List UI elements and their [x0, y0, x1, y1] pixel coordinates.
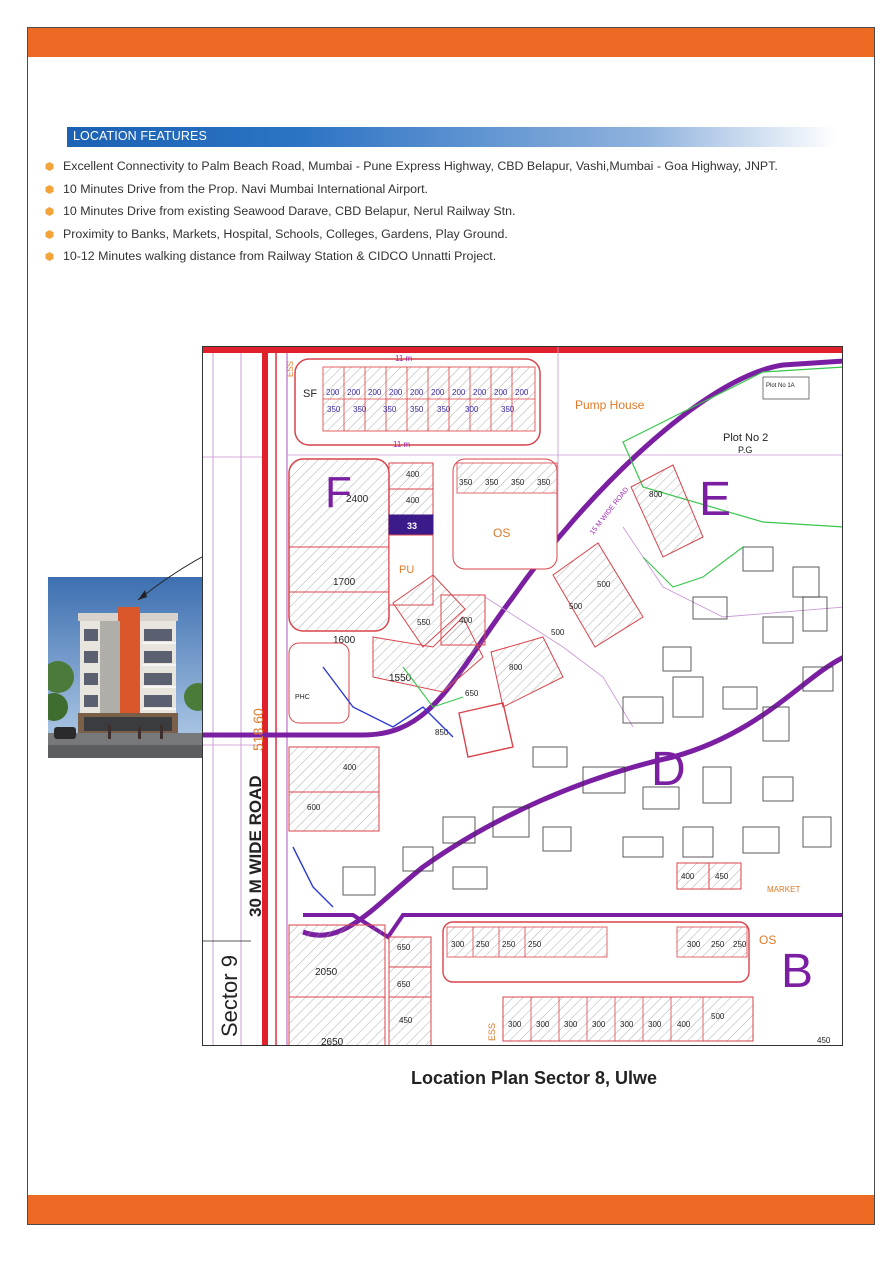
sector-f-label: F — [325, 468, 352, 517]
svg-text:1700: 1700 — [333, 577, 356, 588]
svg-text:200: 200 — [473, 388, 487, 397]
building-photo — [48, 577, 204, 758]
top-orange-band — [28, 28, 874, 57]
bullet-icon — [45, 162, 53, 170]
list-item: 10 Minutes Drive from existing Seawood Darave, CBD Belapur, Nerul Railway Stn. — [45, 204, 778, 227]
section-title: LOCATION FEATURES — [73, 129, 207, 143]
svg-text:450: 450 — [715, 872, 729, 881]
svg-text:PHC: PHC — [295, 694, 310, 701]
svg-text:650: 650 — [397, 980, 411, 989]
sector-d-label: D — [651, 743, 686, 796]
svg-text:500: 500 — [711, 1012, 725, 1021]
svg-text:Plot No 1A: Plot No 1A — [766, 383, 795, 389]
svg-text:500: 500 — [551, 628, 565, 637]
sector-b-label: B — [781, 945, 814, 998]
svg-text:550: 550 — [417, 618, 431, 627]
svg-text:350: 350 — [501, 405, 515, 414]
svg-text:800: 800 — [509, 663, 523, 672]
bullet-icon — [45, 207, 53, 215]
svg-text:300: 300 — [451, 940, 465, 949]
svg-text:P.G: P.G — [738, 445, 753, 455]
svg-text:200: 200 — [347, 388, 361, 397]
svg-text:850: 850 — [435, 728, 449, 737]
svg-text:200: 200 — [431, 388, 445, 397]
svg-text:400: 400 — [459, 616, 473, 625]
svg-text:250: 250 — [502, 940, 516, 949]
svg-text:250: 250 — [711, 940, 725, 949]
svg-text:11 m: 11 m — [393, 440, 411, 449]
svg-text:2050: 2050 — [315, 967, 338, 978]
svg-text:650: 650 — [397, 943, 411, 952]
svg-text:300: 300 — [592, 1020, 606, 1029]
svg-text:250: 250 — [476, 940, 490, 949]
svg-text:800: 800 — [649, 490, 663, 499]
svg-text:500: 500 — [597, 580, 611, 589]
features-list — [45, 159, 778, 272]
map-caption: Location Plan Sector 8, Ulwe — [410, 1068, 658, 1088]
svg-text:400: 400 — [406, 496, 420, 505]
svg-text:ESS: ESS — [487, 1022, 497, 1041]
svg-text:200: 200 — [368, 388, 382, 397]
list-item: 10-12 Minutes walking distance from Railway Station & CIDCO Unnatti Project. — [45, 249, 778, 272]
svg-text:200: 200 — [494, 388, 508, 397]
svg-text:200: 200 — [326, 388, 340, 397]
svg-text:OS: OS — [493, 526, 511, 540]
svg-text:350: 350 — [410, 405, 424, 414]
location-features-header — [67, 127, 837, 147]
pump-house-label: Pump House — [575, 398, 645, 412]
svg-text:MARKET: MARKET — [767, 885, 801, 894]
svg-text:2650: 2650 — [321, 1037, 344, 1046]
svg-text:450: 450 — [399, 1016, 413, 1025]
list-item: Excellent Connectivity to Palm Beach Road, Mumbai - Pune Express Highway, CBD Belapur, Vashi,Mumbai - Goa Highway, JNPT. — [45, 159, 778, 182]
svg-text:300: 300 — [620, 1020, 634, 1029]
list-item: Proximity to Banks, Markets, Hospital, Schools, Colleges, Gardens, Play Ground. — [45, 227, 778, 250]
svg-text:350: 350 — [353, 405, 367, 414]
svg-text:200: 200 — [515, 388, 529, 397]
svg-text:200: 200 — [452, 388, 466, 397]
svg-text:350: 350 — [511, 478, 525, 487]
road-11m-top: 11 m — [395, 354, 413, 363]
svg-text:350: 350 — [383, 405, 397, 414]
svg-text:PU: PU — [399, 564, 415, 576]
sector-9-label: Sector 9 — [217, 955, 242, 1037]
svg-text:300: 300 — [564, 1020, 578, 1029]
svg-text:450: 450 — [817, 1036, 831, 1045]
svg-text:400: 400 — [681, 872, 695, 881]
svg-text:250: 250 — [733, 940, 747, 949]
sf-label: SF — [303, 388, 318, 400]
svg-text:300: 300 — [648, 1020, 662, 1029]
svg-text:300: 300 — [687, 940, 701, 949]
svg-text:350: 350 — [485, 478, 499, 487]
svg-text:400: 400 — [343, 763, 357, 772]
road-30m-label: 30 M WIDE ROAD — [246, 775, 265, 917]
ess-label-top: ESS — [286, 360, 295, 377]
svg-text:400: 400 — [406, 470, 420, 479]
list-item: 10 Minutes Drive from the Prop. Navi Mumbai International Airport. — [45, 182, 778, 205]
svg-text:300: 300 — [536, 1020, 550, 1029]
highlight-plot-33: 33 — [407, 521, 418, 531]
svg-text:350: 350 — [327, 405, 341, 414]
bullet-icon — [45, 230, 53, 238]
location-plan-map — [202, 346, 843, 1046]
svg-text:350: 350 — [459, 478, 473, 487]
svg-text:OS: OS — [759, 933, 777, 947]
svg-text:600: 600 — [307, 803, 321, 812]
svg-text:200: 200 — [389, 388, 403, 397]
bullet-icon — [45, 252, 53, 260]
svg-text:518.60: 518.60 — [250, 708, 266, 751]
svg-text:300: 300 — [508, 1020, 522, 1029]
svg-text:200: 200 — [410, 388, 424, 397]
brochure-page — [27, 27, 875, 1225]
sector-e-label: E — [699, 473, 732, 526]
svg-text:1550: 1550 — [389, 673, 412, 684]
svg-text:1600: 1600 — [333, 635, 356, 646]
svg-text:2400: 2400 — [346, 494, 369, 505]
bullet-icon — [45, 185, 53, 193]
svg-text:350: 350 — [537, 478, 551, 487]
bottom-orange-band — [28, 1195, 874, 1224]
svg-text:650: 650 — [465, 689, 479, 698]
svg-text:250: 250 — [528, 940, 542, 949]
svg-text:350: 350 — [437, 405, 451, 414]
svg-text:Plot No 2: Plot No 2 — [723, 432, 769, 444]
svg-text:300: 300 — [465, 405, 479, 414]
svg-text:500: 500 — [569, 602, 583, 611]
svg-text:400: 400 — [677, 1020, 691, 1029]
road-15m-label: 15 M WIDE ROAD — [589, 486, 631, 537]
